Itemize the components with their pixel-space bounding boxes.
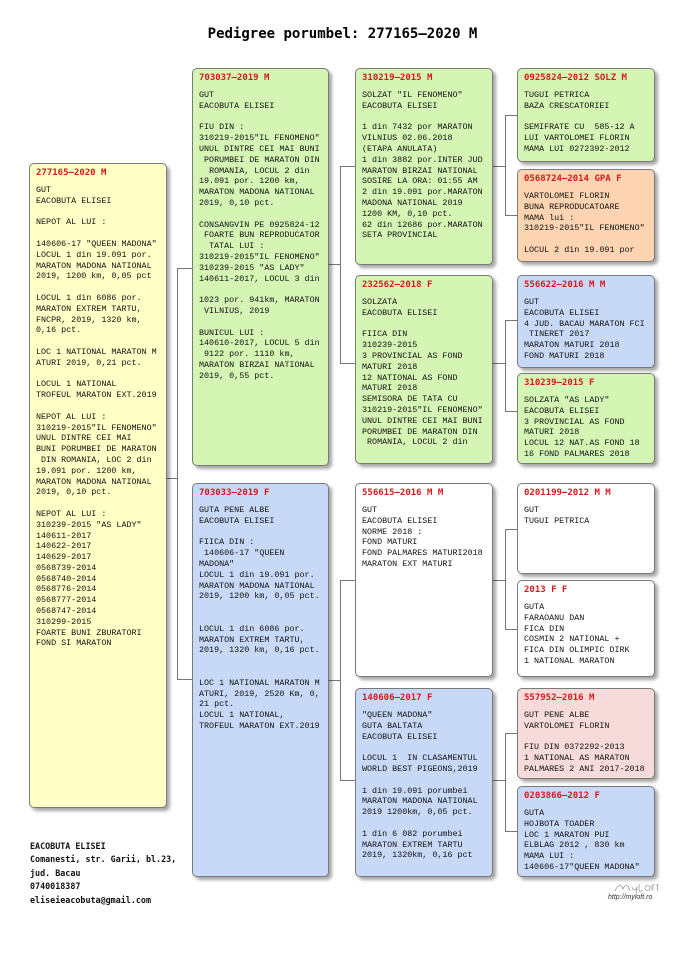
pigeon-details: GUTA FARAOANU DAN FICA DIN COSMIN 2 NATIONAL + FICA DIN OLIMPIC DIRK 1 NATIONAL MARATON [524, 602, 630, 666]
ring-number: 310219–2015 M [362, 73, 433, 83]
connector-line [505, 733, 517, 734]
pigeon-details: "QUEEN MADONA" GUTA BALTATA EACOBUTA ELISEI LOCUL 1 IN CLASAMENTUL WORLD BEST PIGEONS,2019 1 din 19.091 porumbei MARATON MADONA NATIONAL 2019 1200km, 0,05 pct. 1 din 6 082 porumbei MARATON EXTREM TARTU 2019, 1320km, 0,16 pct [362, 710, 478, 861]
pigeon-details: TUGUI PETRICA BAZA CRESCATORIEI SEMIFRATE CU 585-12 A LUI VARTOLOMEI FLORIN MAMA LUI 0272392-2012 [524, 90, 635, 154]
ancestor-card[interactable] [517, 786, 655, 877]
connector-line [340, 580, 355, 581]
grandsire-maternal-card[interactable] [355, 483, 493, 677]
ring-number: 0201199–2012 M M [524, 488, 611, 498]
ring-number: 232562–2018 F [362, 280, 433, 290]
pigeon-details: GUT PENE ALBE VARTOLOMEI FLORIN FIU DIN 0372292-2013 1 NATIONAL AS MARATON PALMARES 2 ANI 2017-2018 [524, 710, 645, 774]
owner-county: jud. Bacau [30, 867, 81, 878]
pigeon-details: GUTA PENE ALBE EACOBUTA ELISEI FIICA DIN : 140606-17 "QUEEN MADONA" LOCUL 1 din 19.091 por. MARATON MADONA NATIONAL 2019, 1200 km, 0,05 pct. LOCUL 1 din 6086 por. MARATON EXTREM TARTU, 2019, 1320 km, 0,16 pct. LOC 1 NATIONAL MARATON M ATURI, 2019, 2520 Km, 0, 21 pct. LOCUL 1 NATIONAL, TROFEUL MARATON EXT.2019 [199, 505, 320, 731]
ring-number: 0203866–2012 F [524, 791, 600, 801]
connector-line [493, 580, 505, 581]
ancestor-card[interactable] [517, 275, 655, 368]
ancestor-card[interactable] [517, 68, 655, 162]
connector-line [340, 580, 341, 780]
connector-line [329, 680, 340, 681]
connector-line [177, 268, 178, 679]
connector-line [340, 166, 341, 363]
connector-line [167, 478, 177, 479]
ring-number: 703037–2019 M [199, 73, 270, 83]
granddam-paternal-card[interactable] [355, 275, 493, 464]
pigeon-details: GUTA HOJBOTA TOADER LOC 1 MARATON PUI ELBLAG 2012 , 830 km MAMA LUI : 140606-17"QUEEN MADONA" [524, 808, 640, 872]
ring-number: 0568724–2014 GPA F [524, 174, 622, 184]
pigeon-details: GUT EACOBUTA ELISEI NORME 2018 : FOND MATURI FOND PALMARES MATURI2018 MARATON EXT MATURI [362, 505, 483, 569]
connector-line [340, 166, 355, 167]
ring-number: 0925824–2012 SOLZ M [524, 73, 627, 83]
pigeon-details: GUT EACOBUTA ELISEI FIU DIN : 310219-2015"IL FENOMENO" UNUL DINTRE CEI MAI BUNI PORUMBEI DE MARATON DIN ROMANIA, LOCUL 2 din 19.091 por. 1200 km, MARATON MADONA NATIONAL 2019, 0,10 pct. CONSANGVIN PE 0925824-12 FOARTE BUN REPRODUCATOR TATAL LUI : 310219-2015"IL FENOMENO" 310239-2015 "AS LADY" 140611-2017, LOCUL 3 din 1023 por. 941km, MARATON VILNIUS, 2019 BUNICUL LUI : 140610-2017, LOCUL 5 din 9122 por. 1110 km, MARATON BIRZAI NATIONAL 2019, 0,55 pct. [199, 90, 320, 381]
pigeon-details: SOLZAT "IL FENOMENO" EACOBUTA ELISEI 1 din 7432 por MARATON VILNIUS 02.06.2018 (ETAPA ANULATA) 1 din 3882 por.INTER JUD MARATON BIRZAI NATIONAL SOSIRE LA ORA: 01:55 AM 2 din 19.091 por.MARATON MADONA NATIONAL 2019 1200 KM, 0,10 pct. 62 din 12686 por.MARATON SETA PROVINCIAL [362, 90, 483, 241]
connector-line [493, 166, 505, 167]
connector-line [493, 363, 505, 364]
ring-number: 310239–2015 F [524, 378, 595, 388]
ancestor-card[interactable] [517, 169, 655, 262]
connector-line [505, 320, 506, 411]
myloft-logo [614, 882, 660, 894]
pigeon-details: GUT EACOBUTA ELISEI 4 JUD. BACAU MARATON FCI TINERET 2017 MARATON MATURI 2018 FOND MATURI 2018 [524, 297, 645, 361]
connector-line [505, 320, 517, 321]
connector-line [505, 831, 517, 832]
ring-number: 557952–2016 M [524, 693, 595, 703]
ancestor-card[interactable] [517, 373, 655, 464]
connector-line [340, 363, 355, 364]
ring-number: 140606–2017 F [362, 693, 433, 703]
ring-number: 556622–2016 M M [524, 280, 606, 290]
ring-number: 277165–2020 M [36, 168, 107, 178]
connector-line [329, 264, 340, 265]
ancestor-card[interactable] [517, 580, 655, 677]
sire-card[interactable] [192, 68, 329, 466]
connector-line [505, 215, 517, 216]
connector-line [505, 115, 517, 116]
connector-line [505, 411, 517, 412]
owner-contact [30, 840, 176, 907]
ring-number: 703033–2019 F [199, 488, 270, 498]
page-title: Pedigree porumbel: 277165–2020 M [207, 26, 478, 42]
connector-line [505, 629, 517, 630]
ring-number: 2013 F F [524, 585, 568, 595]
pigeon-details: GUT TUGUI PETRICA [524, 505, 590, 526]
ring-number: 556615–2016 M M [362, 488, 444, 498]
pigeon-details: SOLZATA EACOBUTA ELISEI FIICA DIN 310239-2015 3 PROVINCIAL AS FOND MATURI 2018 12 NATIONAL AS FOND MATURI 2018 SEMISORA DE TATA CU 310219-2015"IL FENOMENO" UNUL DINTRE CEI MAI BUNI PORUMBEI DE MARATON DIN ROMANIA, LOCUL 2 din [362, 297, 483, 448]
connector-line [493, 780, 505, 781]
dam-card[interactable] [192, 483, 329, 877]
pigeon-details: GUT EACOBUTA ELISEI NEPOT AL LUI : 140606-17 "QUEEN MADONA" LOCUL 1 din 19.091 por. MARATON MADONA NATIONAL 2019, 1200 km, 0,05 pct LOCUL 1 din 6086 por. MARATON EXTREM TARTU, FNCPR, 2019, 1320 km, 0,16 pct. LOC 1 NATIONAL MARATON M ATURI 2019, 0,21 pct. LOCUL 1 NATIONAL TROFEUL MARATON EXT.2019 NEPOT AL LUI : 310219-2015"IL FENOMENO" UNUL DINTRE CEI MAI BUNI PORUMBEI DE MARATON DIN ROMANIA, LOC 2 din 19.091 por. 1200 km, MARATON MADONA NATIONAL 2019, 0,10 pct. NEPOT AL LUI : 310239-2015 "AS LADY" 140611-2017 140622-2017 140629-2017 0568739-2014 0568740-2014 0568776-2014 0568777-2014 0568747-2014 310299-2015 FOARTE BUNI ZBURATORI FOND SI MARATON [36, 185, 157, 649]
owner-email[interactable]: eliseieacobuta@gmail.com [30, 894, 152, 905]
ancestor-card[interactable] [517, 688, 655, 779]
owner-name: EACOBUTA ELISEI [30, 841, 106, 851]
ancestor-card[interactable] [517, 483, 655, 574]
connector-line [177, 268, 192, 269]
owner-address: Comanesti, str. Garii, bl.23, [30, 854, 177, 865]
pigeon-details: VARTOLOMEI FLORIN BUNA REPRODUCATOARE MAMA lui : 310219-2015"IL FENOMENO" LOCUL 2 din 19.091 por [524, 191, 645, 255]
site-url[interactable]: http://myloft.ro [608, 894, 653, 901]
owner-phone: 0740018387 [30, 881, 81, 892]
granddam-maternal-card[interactable] [355, 688, 493, 877]
connector-line [340, 780, 355, 781]
pigeon-details: SOLZATA "AS LADY" EACOBUTA ELISEI 3 PROVINCIAL AS FOND MATURI 2018 LOCUL 12 NAT.AS FOND 18 16 FOND PALMARES 2018 [524, 395, 640, 459]
connector-line [505, 529, 506, 629]
subject-card[interactable] [29, 163, 167, 808]
grandsire-paternal-card[interactable] [355, 68, 493, 265]
connector-line [505, 733, 506, 831]
connector-line [505, 529, 517, 530]
connector-line [505, 115, 506, 215]
connector-line [177, 679, 192, 680]
